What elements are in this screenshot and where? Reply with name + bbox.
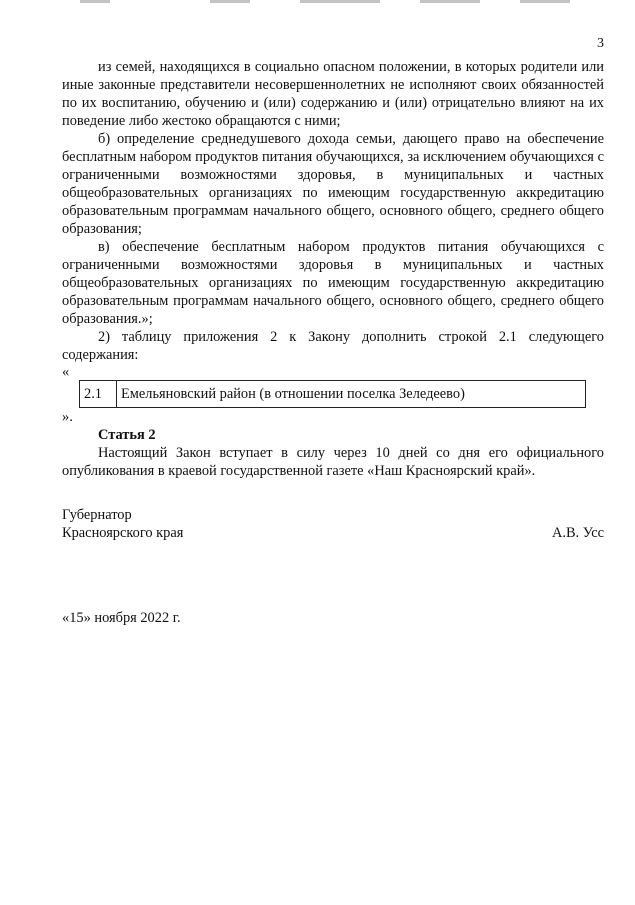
table-cell-number: 2.1 — [80, 381, 117, 408]
document-date: «15» ноября 2022 г. — [62, 610, 181, 626]
paragraph-v: в) обеспечение бесплатным набором продуктов питания обучающихся с ограниченными возможностями здоровья в муниципальных и частных общеобразовательных организациях по имеющим государственную аккредитацию образовательным программам начального общего, основного общего, среднего общего образования.»; — [62, 239, 604, 327]
signer-title-line2: Красноярского края — [62, 525, 184, 541]
paragraph-continuation: из семей, находящихся в социально опасном положении, в которых родители или иные законные представители несовершеннолетних не исполняют своих обязанностей по их воспитанию, обучению и (или) содержанию и (или) отрицательно влияют на их поведение либо жестоко обращаются с ними; — [62, 59, 604, 129]
page-number: 3 — [597, 36, 604, 51]
amendment-table — [79, 380, 586, 408]
signature-block — [62, 506, 604, 542]
table-row — [80, 381, 586, 408]
signer-title-line1: Губернатор — [62, 507, 132, 523]
opening-quote: « — [62, 364, 70, 380]
document-body — [62, 58, 604, 480]
article-title: Статья 2 — [98, 427, 156, 443]
article-text: Настоящий Закон вступает в силу через 10 дней со дня его официального опубликования в краевой государственной газете «Наш Красноярский край». — [62, 445, 604, 479]
closing-quote: ». — [62, 409, 73, 425]
signer-name: А.В. Усс — [551, 525, 604, 541]
table-cell-text: Емельяновский район (в отношении поселка Зеледеево) — [117, 381, 586, 408]
scan-artifact-marks — [60, 0, 600, 6]
paragraph-b: б) определение среднедушевого дохода семьи, дающего право на обеспечение бесплатным набором продуктов питания обучающихся, за исключением обучающихся с ограниченными возможностями здоровья, в муниципальных и частных общеобразовательных организациях по имеющим государственную аккредитацию образовательным программам начального общего, основного общего, среднего общего образования; — [62, 131, 604, 237]
paragraph-table-amendment: 2) таблицу приложения 2 к Закону дополнить строкой 2.1 следующего содержания: — [62, 329, 604, 363]
